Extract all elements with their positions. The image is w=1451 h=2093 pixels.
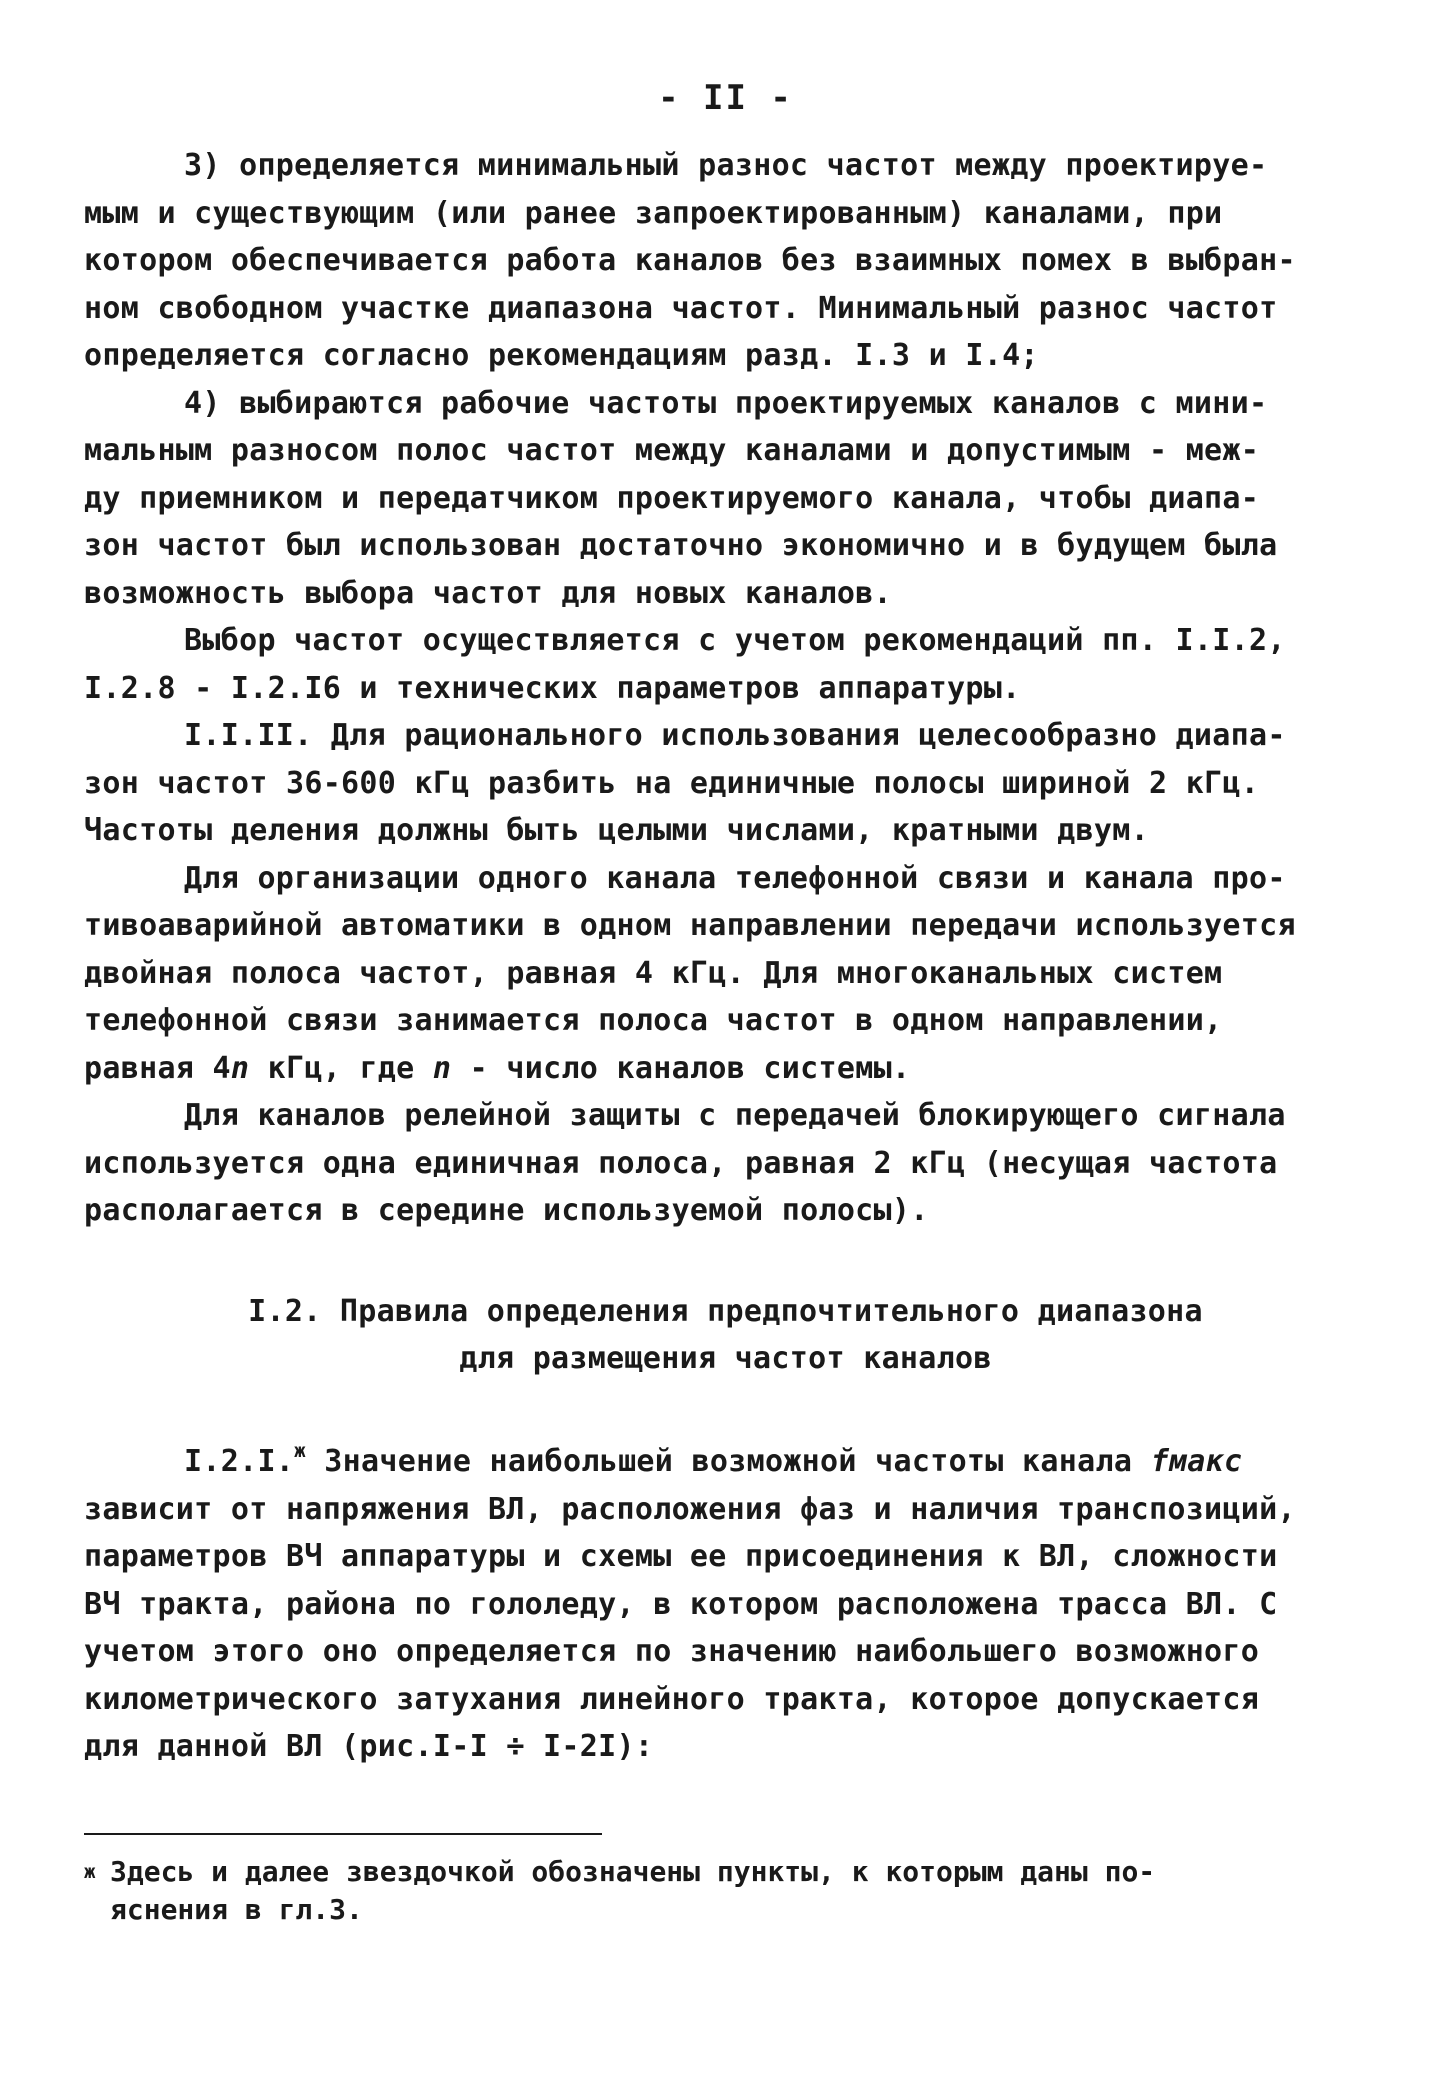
text-line: зон частот 36-600 кГц разбить на единичные полосы шириной 2 кГц. (84, 765, 1260, 801)
text-line: Для организации одного канала телефонной связи и канала про- (184, 860, 1286, 896)
text-line: используется одна единичная полоса, равная 2 кГц (несущая частота (84, 1145, 1278, 1181)
formula-fmax: fмакс (1150, 1444, 1243, 1479)
text-line: I.I.II. Для рационального использования целесообразно диапа- (184, 718, 1286, 753)
text-fragment: равная 4 (84, 1050, 231, 1086)
paragraph-1-1-11 (84, 712, 1374, 855)
text-line: I.2.8 - I.2.I6 и технических параметров аппаратуры. (84, 670, 1021, 706)
text-line: ВЧ тракта, района по гололеду, в котором расположена трасса ВЛ. С (84, 1586, 1278, 1622)
footnote-line: яснения в гл.3. (110, 1893, 363, 1926)
text-line: зависит от напряжения ВЛ, расположения фаз и наличия транспозиций, (84, 1491, 1296, 1527)
asterisk-mark: ж (294, 1440, 306, 1462)
text-line: ном свободном участке диапазона частот. Минимальный разнос частот (84, 290, 1278, 326)
text-line: 3) определяется минимальный разнос частот между проектируе- (184, 148, 1268, 183)
text-line: тивоаварийной автоматики в одном направлении передачи используется (84, 908, 1296, 943)
text-line: километрического затухания линейного тракта, которое допускается (84, 1681, 1260, 1717)
section-heading-line: I.2. Правила определения предпочтительного диапазона (248, 1294, 1203, 1329)
text-line: Для каналов релейной защиты с передачей блокирующего сигнала (184, 1098, 1286, 1133)
text-line: зон частот был использован достаточно экономично и в будущем была (84, 528, 1278, 563)
section-text (84, 1428, 1374, 1771)
text-line: 4) выбираются рабочие частоты проектируемых каналов с мини- (184, 385, 1268, 421)
text-line: определяется согласно рекомендациям разд. I.3 и I.4; (84, 338, 1039, 373)
text-line: Выбор частот осуществляется с учетом рекомендаций пп. I.I.2, (184, 623, 1286, 658)
text-line (84, 1045, 1374, 1093)
footnote (84, 1853, 1374, 1929)
section-heading-line: для размещения частот каналов (459, 1341, 992, 1376)
footnote-body (110, 1853, 1155, 1929)
text-line: для данной ВЛ (рис.I-I ÷ I-2I): (84, 1729, 654, 1764)
paragraph-channel-organization (84, 855, 1374, 1093)
variable-n: n (230, 1050, 250, 1086)
paragraph-frequency-choice (84, 617, 1374, 712)
text-line: параметров ВЧ аппаратуры и схемы ее присоединения к ВЛ, сложности (84, 1539, 1278, 1574)
text-line: возможность выбора частот для новых каналов. (84, 575, 892, 611)
text-fragment: - число каналов системы. (451, 1050, 911, 1086)
main-text (84, 142, 1374, 1235)
section-heading (0, 1288, 1451, 1382)
text-line: мым и существующим (или ранее запроектированным) каналами, при (84, 195, 1223, 231)
text-line: учетом этого оно определяется по значению наибольшего возможного (84, 1634, 1260, 1669)
paragraph-relay-protection (84, 1092, 1374, 1235)
clause-number: I.2.I. (184, 1444, 295, 1479)
footnote-mark: ж (84, 1861, 96, 1883)
text-line (84, 1428, 1374, 1486)
text-line: мальным разносом полос частот между каналами и допустимым - меж- (84, 433, 1260, 468)
text-line: двойная полоса частот, равная 4 кГц. Для многоканальных систем (84, 955, 1223, 991)
variable-n: n (432, 1050, 452, 1086)
text-fragment: Значение наибольшей возможной частоты канала (305, 1444, 1151, 1479)
text-line: телефонной связи занимается полоса частот в одном направлении, (84, 1003, 1223, 1038)
footnote-line: Здесь и далее звездочкой обозначены пункты, к которым даны по- (110, 1855, 1156, 1888)
page-number: - II - (658, 78, 793, 118)
paragraph-3 (84, 142, 1374, 380)
text-fragment: кГц, где (249, 1050, 433, 1086)
text-line: котором обеспечивается работа каналов без взаимных помех в выбран- (84, 243, 1296, 278)
paragraph-4 (84, 380, 1374, 618)
footnote-divider (84, 1833, 602, 1835)
text-line: ду приемником и передатчиком проектируемого канала, чтобы диапа- (84, 480, 1260, 516)
text-line: располагается в середине используемой полосы). (84, 1193, 929, 1228)
text-line: Частоты деления должны быть целыми числами, кратными двум. (84, 813, 1149, 848)
